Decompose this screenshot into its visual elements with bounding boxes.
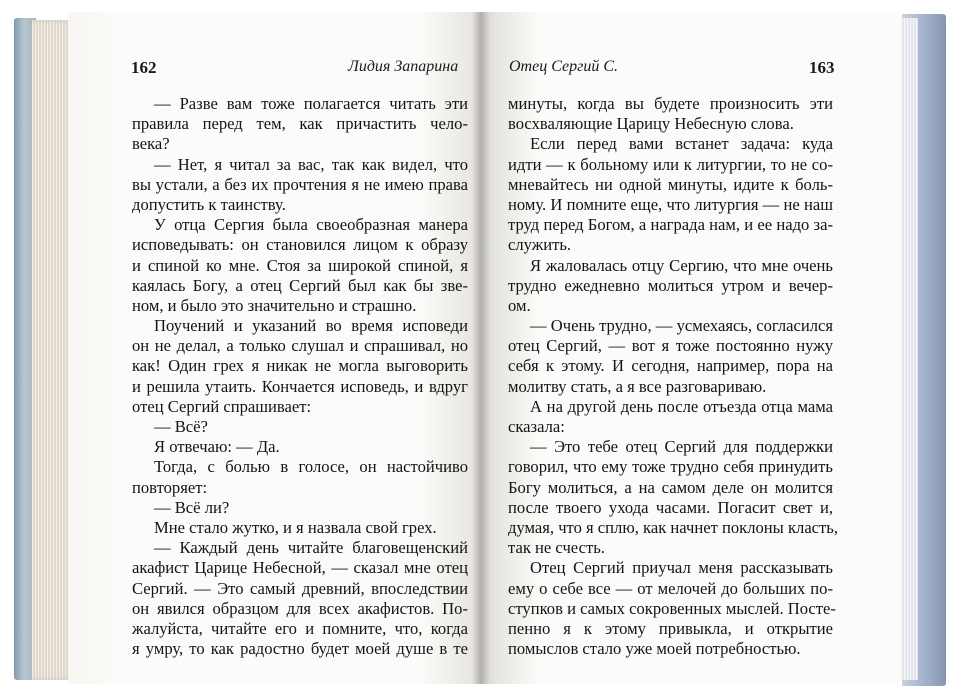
text-line: после твоего ухода часами. Погасит свет и, <box>508 497 833 517</box>
text-line: как! Один грех я никак не могла выговорить <box>132 356 468 376</box>
text-line: и решила утаить. Кончается исповедь, и вдруг <box>132 376 468 396</box>
open-book <box>14 12 946 687</box>
text-line: минуты, когда вы будете произносить эти <box>508 94 833 113</box>
right-running-head: Отец Сергий С. <box>509 58 619 75</box>
text-line: акафист Царице Небесной, — сказал мне отец <box>132 558 468 578</box>
left-page-number: 162 <box>131 58 157 77</box>
text-line: — Каждый день читайте благовещенский <box>154 538 468 558</box>
text-line: повторяет: <box>132 477 208 497</box>
left-running-head: Лидия Запарина <box>348 58 459 75</box>
spine-shadow <box>472 12 490 684</box>
text-line: и спиной ко мне. Стоя за широкой спиной, я <box>132 255 468 275</box>
text-line: У отца Сергия была своеобразная манера <box>154 215 468 235</box>
text-line: каялась Богу, а отец Сергий был как бы зве- <box>132 275 468 295</box>
page-edges-right <box>898 18 918 680</box>
text-line: сказала: <box>508 417 565 436</box>
text-line: — Всё ли? <box>154 497 230 517</box>
text-line: — Разве вам тоже полагается читать эти <box>154 94 468 113</box>
left-page-text <box>132 94 468 659</box>
text-line: Отец Сергий приучал меня рассказывать <box>530 558 833 578</box>
text-line: ступков и самых сокровенных мыслей. Посте- <box>508 598 836 618</box>
text-line: молитву стать, а я все разговариваю. <box>508 376 767 396</box>
text-line: — Это тебе отец Сергий для поддержки <box>530 437 833 457</box>
text-line: отец Сергий спрашивает: <box>132 396 312 416</box>
text-line: труд перед Богом, а награда нам, и ее надо за- <box>508 215 833 235</box>
text-line: восхваляющие Царицу Небесную слова. <box>508 114 794 134</box>
text-line: себя к этому. И сегодня, например, пора на <box>508 356 833 376</box>
text-line: Я отвечаю: — Да. <box>154 437 280 457</box>
text-line: — Очень трудно, — усмехаясь, согласился <box>530 316 833 336</box>
text-line: допустить к таинству. <box>132 194 286 214</box>
text-line: Если перед вами встанет задача: куда <box>530 134 833 154</box>
text-line: ном, и было это значительно и страшно. <box>132 295 417 315</box>
text-line: — Всё? <box>154 417 208 436</box>
text-line: жалуйста, читайте его и помните, что, когда <box>132 618 468 638</box>
text-line: помыслов стало уже моей потребностью. <box>508 639 801 659</box>
text-line: Поучений и указаний во время исповеди <box>154 316 468 336</box>
text-line: Мне стало жутко, и я назвала свой грех. <box>154 517 437 537</box>
text-line: он явился образцом для всех акафистов. По- <box>132 598 468 618</box>
text-line: отец Сергий, — вот я тоже постоянно нужу <box>508 336 833 356</box>
text-line: идти — к больному или к литургии, то не со- <box>508 154 833 174</box>
text-line: трудно ежедневно молиться утром и вечер- <box>508 275 833 295</box>
right-page-number: 163 <box>809 58 835 77</box>
text-line: служить. <box>508 235 572 255</box>
text-line: Богу молиться, а на самом деле он молится <box>508 477 833 497</box>
right-page <box>481 12 901 684</box>
left-page <box>68 12 482 684</box>
text-line: мневайтесь ни одной минуты, идите к боль- <box>508 174 833 194</box>
text-line: ему о себе все — от мелочей до больших по- <box>508 578 833 598</box>
text-line: вы устали, а без их прочтения я не имею права <box>132 174 468 194</box>
text-line: думая, что я сплю, как начнет поклоны класть, <box>508 517 839 537</box>
text-line: пенно я к этому привыкла, и открытие <box>508 618 833 638</box>
text-line: он не делал, а только слушал и спрашивал, но <box>132 336 468 356</box>
text-line: — Нет, я читал за вас, так как видел, что <box>154 154 468 174</box>
text-line: так не счесть. <box>508 538 605 558</box>
text-line: ом. <box>508 295 531 315</box>
right-page-text <box>508 94 839 659</box>
text-line: Сергий. — Это самый древний, впоследствии <box>132 578 468 598</box>
text-line: исповедывать: он становился лицом к образу <box>132 235 468 255</box>
text-line: говорил, что ему тоже трудно себя принудить <box>508 457 833 477</box>
text-line: Тогда, с болью в голосе, он настойчиво <box>154 457 468 477</box>
text-line: правила перед тем, как причастить чело- <box>132 114 468 134</box>
text-line: Я жаловалась отцу Сергию, что мне очень <box>530 255 833 275</box>
text-line: А на другой день после отъезда отца мама <box>530 396 833 416</box>
text-line: века? <box>132 134 170 154</box>
text-line: я умру, то как радостно будет моей душе в те <box>132 639 468 659</box>
text-line: ному. И помните еще, что литургия — не наш <box>508 194 833 214</box>
